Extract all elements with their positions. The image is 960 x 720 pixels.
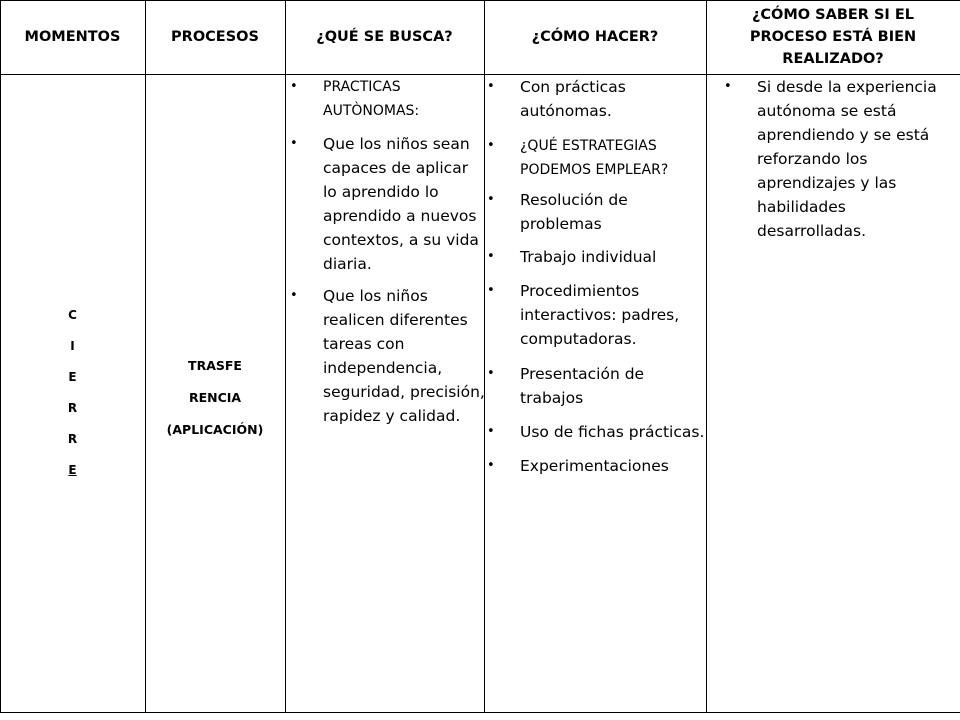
list-item: • PRACTICAS AUTÒNOMAS:: [287, 75, 485, 123]
col-border-4: [706, 0, 707, 712]
list-item: • Procedimientos interactivos: padres, computadoras.: [484, 279, 706, 351]
list-item: • Que los niños realicen diferentes tareas con independencia, seguridad, precisión, rapidez y calidad.: [287, 284, 485, 428]
col-border-2: [285, 0, 286, 712]
header-como-saber-line: REALIZADO?: [782, 51, 884, 67]
como-hacer-list: [484, 75, 706, 485]
list-item: • Presentación de trabajos: [484, 362, 706, 410]
que-se-busca-list: [287, 75, 485, 435]
header-como-saber-line: ¿CÓMO SABER SI EL: [751, 7, 915, 23]
list-item: • Experimentaciones: [484, 454, 706, 478]
header-como-saber: [706, 0, 960, 74]
momento-letter: R: [67, 432, 78, 446]
list-item: • Uso de fichas prácticas.: [484, 420, 706, 444]
proceso-line: RENCIA: [188, 390, 242, 405]
proceso-transferencia: [145, 350, 285, 446]
proceso-line: TRASFE: [188, 358, 242, 373]
momento-letter: E: [68, 370, 77, 384]
header-procesos: PROCESOS: [171, 29, 259, 45]
header-como-hacer: ¿CÓMO HACER?: [531, 29, 659, 45]
momento-letter: C: [68, 308, 77, 322]
momento-letter: R: [67, 401, 78, 415]
header-como-saber-line: PROCESO ESTÁ BIEN: [749, 29, 917, 45]
header-que-se-busca: ¿QUÉ SE BUSCA?: [316, 29, 453, 45]
list-item: • Si desde la experiencia autónoma se está aprendiendo y se está reforzando los aprendizajes y las habilidades desarrolladas.: [721, 75, 957, 243]
momento-letter: E: [68, 463, 77, 477]
proceso-line: (APLICACIÓN): [166, 422, 264, 437]
momento-letter: I: [70, 339, 75, 353]
list-item: • Con prácticas autónomas.: [484, 75, 706, 123]
table-bottom-border: [0, 712, 960, 713]
list-item: • Trabajo individual: [484, 245, 706, 269]
list-item: • Que los niños sean capaces de aplicar lo aprendido lo aprendido a nuevos contextos, a su vida diaria.: [287, 132, 485, 276]
list-item: • ¿QUÉ ESTRATEGIAS PODEMOS EMPLEAR?: [484, 134, 706, 182]
header-momentos: MOMENTOS: [24, 29, 121, 45]
list-item: • Resolución de problemas: [484, 188, 706, 236]
momento-cierre: [0, 300, 145, 486]
como-saber-list: [721, 75, 957, 250]
